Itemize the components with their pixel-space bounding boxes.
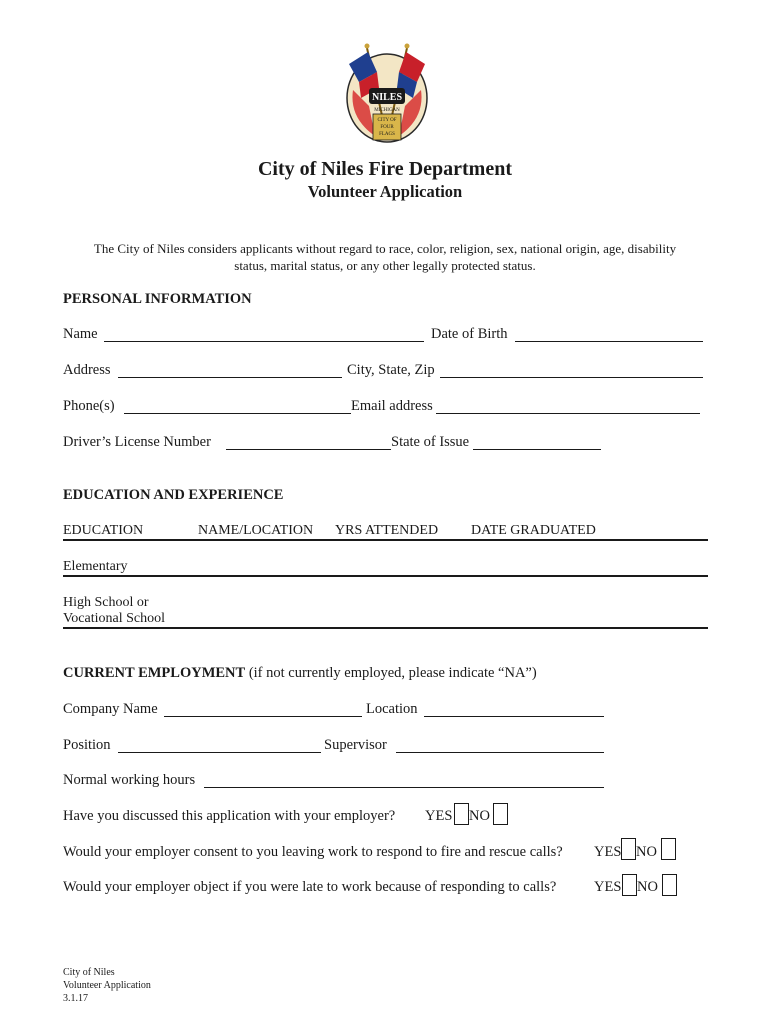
position-label: Position: [63, 737, 111, 753]
notice-line-1: The City of Niles considers applicants without regard to race, color, religion, sex, national origin, age, disability: [93, 241, 677, 256]
supervisor-label: Supervisor: [324, 737, 387, 753]
city-seal-logo: [339, 40, 435, 152]
email-label: Email address: [351, 398, 433, 414]
license-field[interactable]: [226, 449, 391, 450]
dob-field[interactable]: [515, 341, 703, 342]
hours-label: Normal working hours: [63, 772, 196, 788]
q3-yes-checkbox[interactable]: [622, 874, 637, 896]
row-vocational-school: Vocational School: [63, 611, 166, 626]
q2-yes-label: YES: [594, 844, 622, 860]
phones-label: Phone(s): [63, 398, 115, 414]
city-state-zip-field[interactable]: [440, 377, 703, 378]
page-title: City of Niles Fire Department: [257, 158, 512, 180]
license-label: Driver’s License Number: [63, 434, 211, 450]
city-state-zip-label: City, State, Zip: [347, 362, 435, 378]
personal-info-heading: PERSONAL INFORMATION: [63, 291, 252, 307]
footer-line-3: 3.1.17: [63, 993, 88, 1004]
hours-field[interactable]: [204, 787, 604, 788]
location-field[interactable]: [424, 716, 604, 717]
question-object: Would your employer object if you were late to work because of responding to calls?: [63, 879, 557, 895]
name-field[interactable]: [104, 341, 424, 342]
row-elementary-line[interactable]: [63, 575, 708, 577]
logo-text-flags: FLAGS: [379, 132, 395, 137]
row-high-school-line[interactable]: [63, 627, 708, 629]
company-label: Company Name: [63, 701, 158, 717]
name-label: Name: [63, 326, 98, 342]
table-header-rule: [63, 539, 708, 541]
email-field[interactable]: [436, 413, 700, 414]
q3-no-label: NO: [637, 879, 658, 895]
notice-line-2: status, marital status, or any other legally protected status.: [234, 258, 536, 273]
state-issue-field[interactable]: [473, 449, 601, 450]
state-issue-label: State of Issue: [391, 434, 470, 450]
col-yrs-attended: YRS ATTENDED: [335, 523, 439, 538]
q3-yes-label: YES: [594, 879, 622, 895]
dob-label: Date of Birth: [431, 326, 508, 342]
q1-no-checkbox[interactable]: [493, 803, 508, 825]
col-name-location: NAME/LOCATION: [198, 523, 314, 538]
logo-text-four: FOUR: [380, 125, 394, 130]
employment-heading-title: CURRENT EMPLOYMENT: [63, 665, 246, 681]
footer: [63, 966, 151, 1005]
phones-field[interactable]: [124, 413, 351, 414]
col-education: EDUCATION: [63, 523, 144, 538]
q1-no-label: NO: [469, 808, 490, 824]
logo-text-niles: NILES: [371, 92, 403, 103]
location-label: Location: [366, 701, 418, 717]
question-consent: Would your employer consent to you leaving work to respond to fire and rescue calls?: [63, 844, 563, 860]
q3-no-checkbox[interactable]: [662, 874, 677, 896]
supervisor-field[interactable]: [396, 752, 604, 753]
page-subtitle: Volunteer Application: [307, 182, 463, 201]
question-discussed: Have you discussed this application with your employer?: [63, 808, 396, 824]
address-field[interactable]: [118, 377, 342, 378]
footer-line-1: City of Niles: [63, 967, 115, 978]
logo-text-michigan: MICHIGAN: [374, 108, 400, 113]
q1-yes-checkbox[interactable]: [454, 803, 469, 825]
logo-text-city-of: CITY OF: [377, 118, 397, 123]
q2-no-label: NO: [636, 844, 657, 860]
q2-yes-checkbox[interactable]: [621, 838, 636, 860]
q2-no-checkbox[interactable]: [661, 838, 676, 860]
equal-opportunity-notice: [60, 240, 710, 274]
position-field[interactable]: [118, 752, 321, 753]
row-high-school: High School or: [63, 595, 149, 610]
q1-yes-label: YES: [425, 808, 453, 824]
row-elementary: Elementary: [63, 559, 128, 574]
address-label: Address: [63, 362, 111, 378]
employment-heading: [63, 665, 537, 682]
employment-heading-note: (if not currently employed, please indicate “NA”): [245, 665, 537, 681]
education-heading: EDUCATION AND EXPERIENCE: [63, 487, 284, 503]
col-date-graduated: DATE GRADUATED: [471, 523, 596, 538]
footer-line-2: Volunteer Application: [63, 980, 151, 991]
company-field[interactable]: [164, 716, 362, 717]
